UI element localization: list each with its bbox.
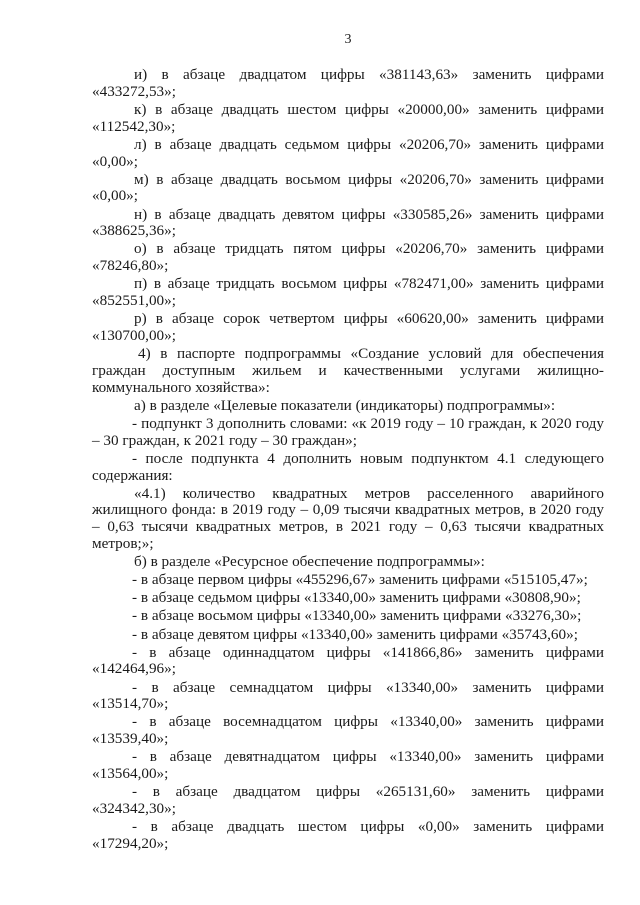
dash-item-paragraph-9: - в абзаце девятом цифры «13340,00» заменить цифрами «35743,60»; (132, 625, 578, 643)
subsection-b-heading: б) в разделе «Ресурсное обеспечение подпрограммы»: (134, 553, 485, 571)
quoted-subpoint-4-1: «4.1) количество квадратных метров расселенного аварийного жилищного фонда: в 2019 году – 0,09 тысячи квадратных метров, в 2020 году – 0,63 тысячи квадратных метров, в 2021 году – 0,63 тысячи квадратных метров;»; (92, 484, 604, 553)
dash-item-paragraph-11: - в абзаце одиннадцатом цифры «141866,86» заменить цифрами «142464,96»; (92, 643, 604, 678)
dash-item-after-subpoint-4: - после подпункта 4 дополнить новым подпунктом 4.1 следующего содержания: (92, 449, 604, 484)
amendment-item-o: о) в абзаце тридцать пятом цифры «20206,70» заменить цифрами «78246,80»; (92, 240, 604, 275)
amendment-item-i: и) в абзаце двадцатом цифры «381143,63» заменить цифрами «433272,53»; (92, 66, 604, 100)
page-number: 3 (344, 32, 352, 47)
dash-item-paragraph-1: - в абзаце первом цифры «455296,67» заменить цифрами «515105,47»; (132, 571, 588, 589)
dash-item-subpoint-3: - подпункт 3 дополнить словами: «к 2019 году – 10 граждан, к 2020 году – 30 граждан, к 2021 году – 30 граждан»; (92, 414, 604, 449)
amendment-item-l: л) в абзаце двадцать седьмом цифры «20206,70» заменить цифрами «0,00»; (92, 135, 604, 170)
amendment-item-r: р) в абзаце сорок четвертом цифры «60620,00» заменить цифрами «130700,00»; (92, 310, 604, 345)
dash-item-paragraph-19: - в абзаце девятнадцатом цифры «13340,00» заменить цифрами «13564,00»; (92, 748, 604, 783)
amendment-item-m: м) в абзаце двадцать восьмом цифры «20206,70» заменить цифрами «0,00»; (92, 170, 604, 205)
section-4-heading: 4) в паспорте подпрограммы «Создание условий для обеспечения граждан доступным жильем и качественными услугами жилищно-коммунального хозяйства»: (92, 345, 604, 396)
amendment-item-n: н) в абзаце двадцать девятом цифры «330585,26» заменить цифрами «388625,36»; (92, 205, 604, 240)
dash-item-paragraph-20: - в абзаце двадцатом цифры «265131,60» заменить цифрами «324342,30»; (92, 783, 604, 817)
dash-item-paragraph-17: - в абзаце семнадцатом цифры «13340,00» заменить цифрами «13514,70»; (92, 678, 604, 713)
dash-item-paragraph-18: - в абзаце восемнадцатом цифры «13340,00» заменить цифрами «13539,40»; (92, 713, 604, 748)
subsection-a-heading: а) в разделе «Целевые показатели (индикаторы) подпрограммы»: (134, 396, 556, 414)
dash-item-paragraph-26: - в абзаце двадцать шестом цифры «0,00» заменить цифрами «17294,20»; (92, 818, 604, 852)
dash-item-paragraph-8: - в абзаце восьмом цифры «13340,00» заменить цифрами «33276,30»; (132, 607, 582, 625)
amendment-item-k: к) в абзаце двадцать шестом цифры «20000,00» заменить цифрами «112542,30»; (92, 100, 604, 135)
amendment-item-p: п) в абзаце тридцать восьмом цифры «782471,00» заменить цифрами «852551,00»; (92, 275, 604, 310)
dash-item-paragraph-7: - в абзаце седьмом цифры «13340,00» заменить цифрами «30808,90»; (132, 589, 581, 607)
